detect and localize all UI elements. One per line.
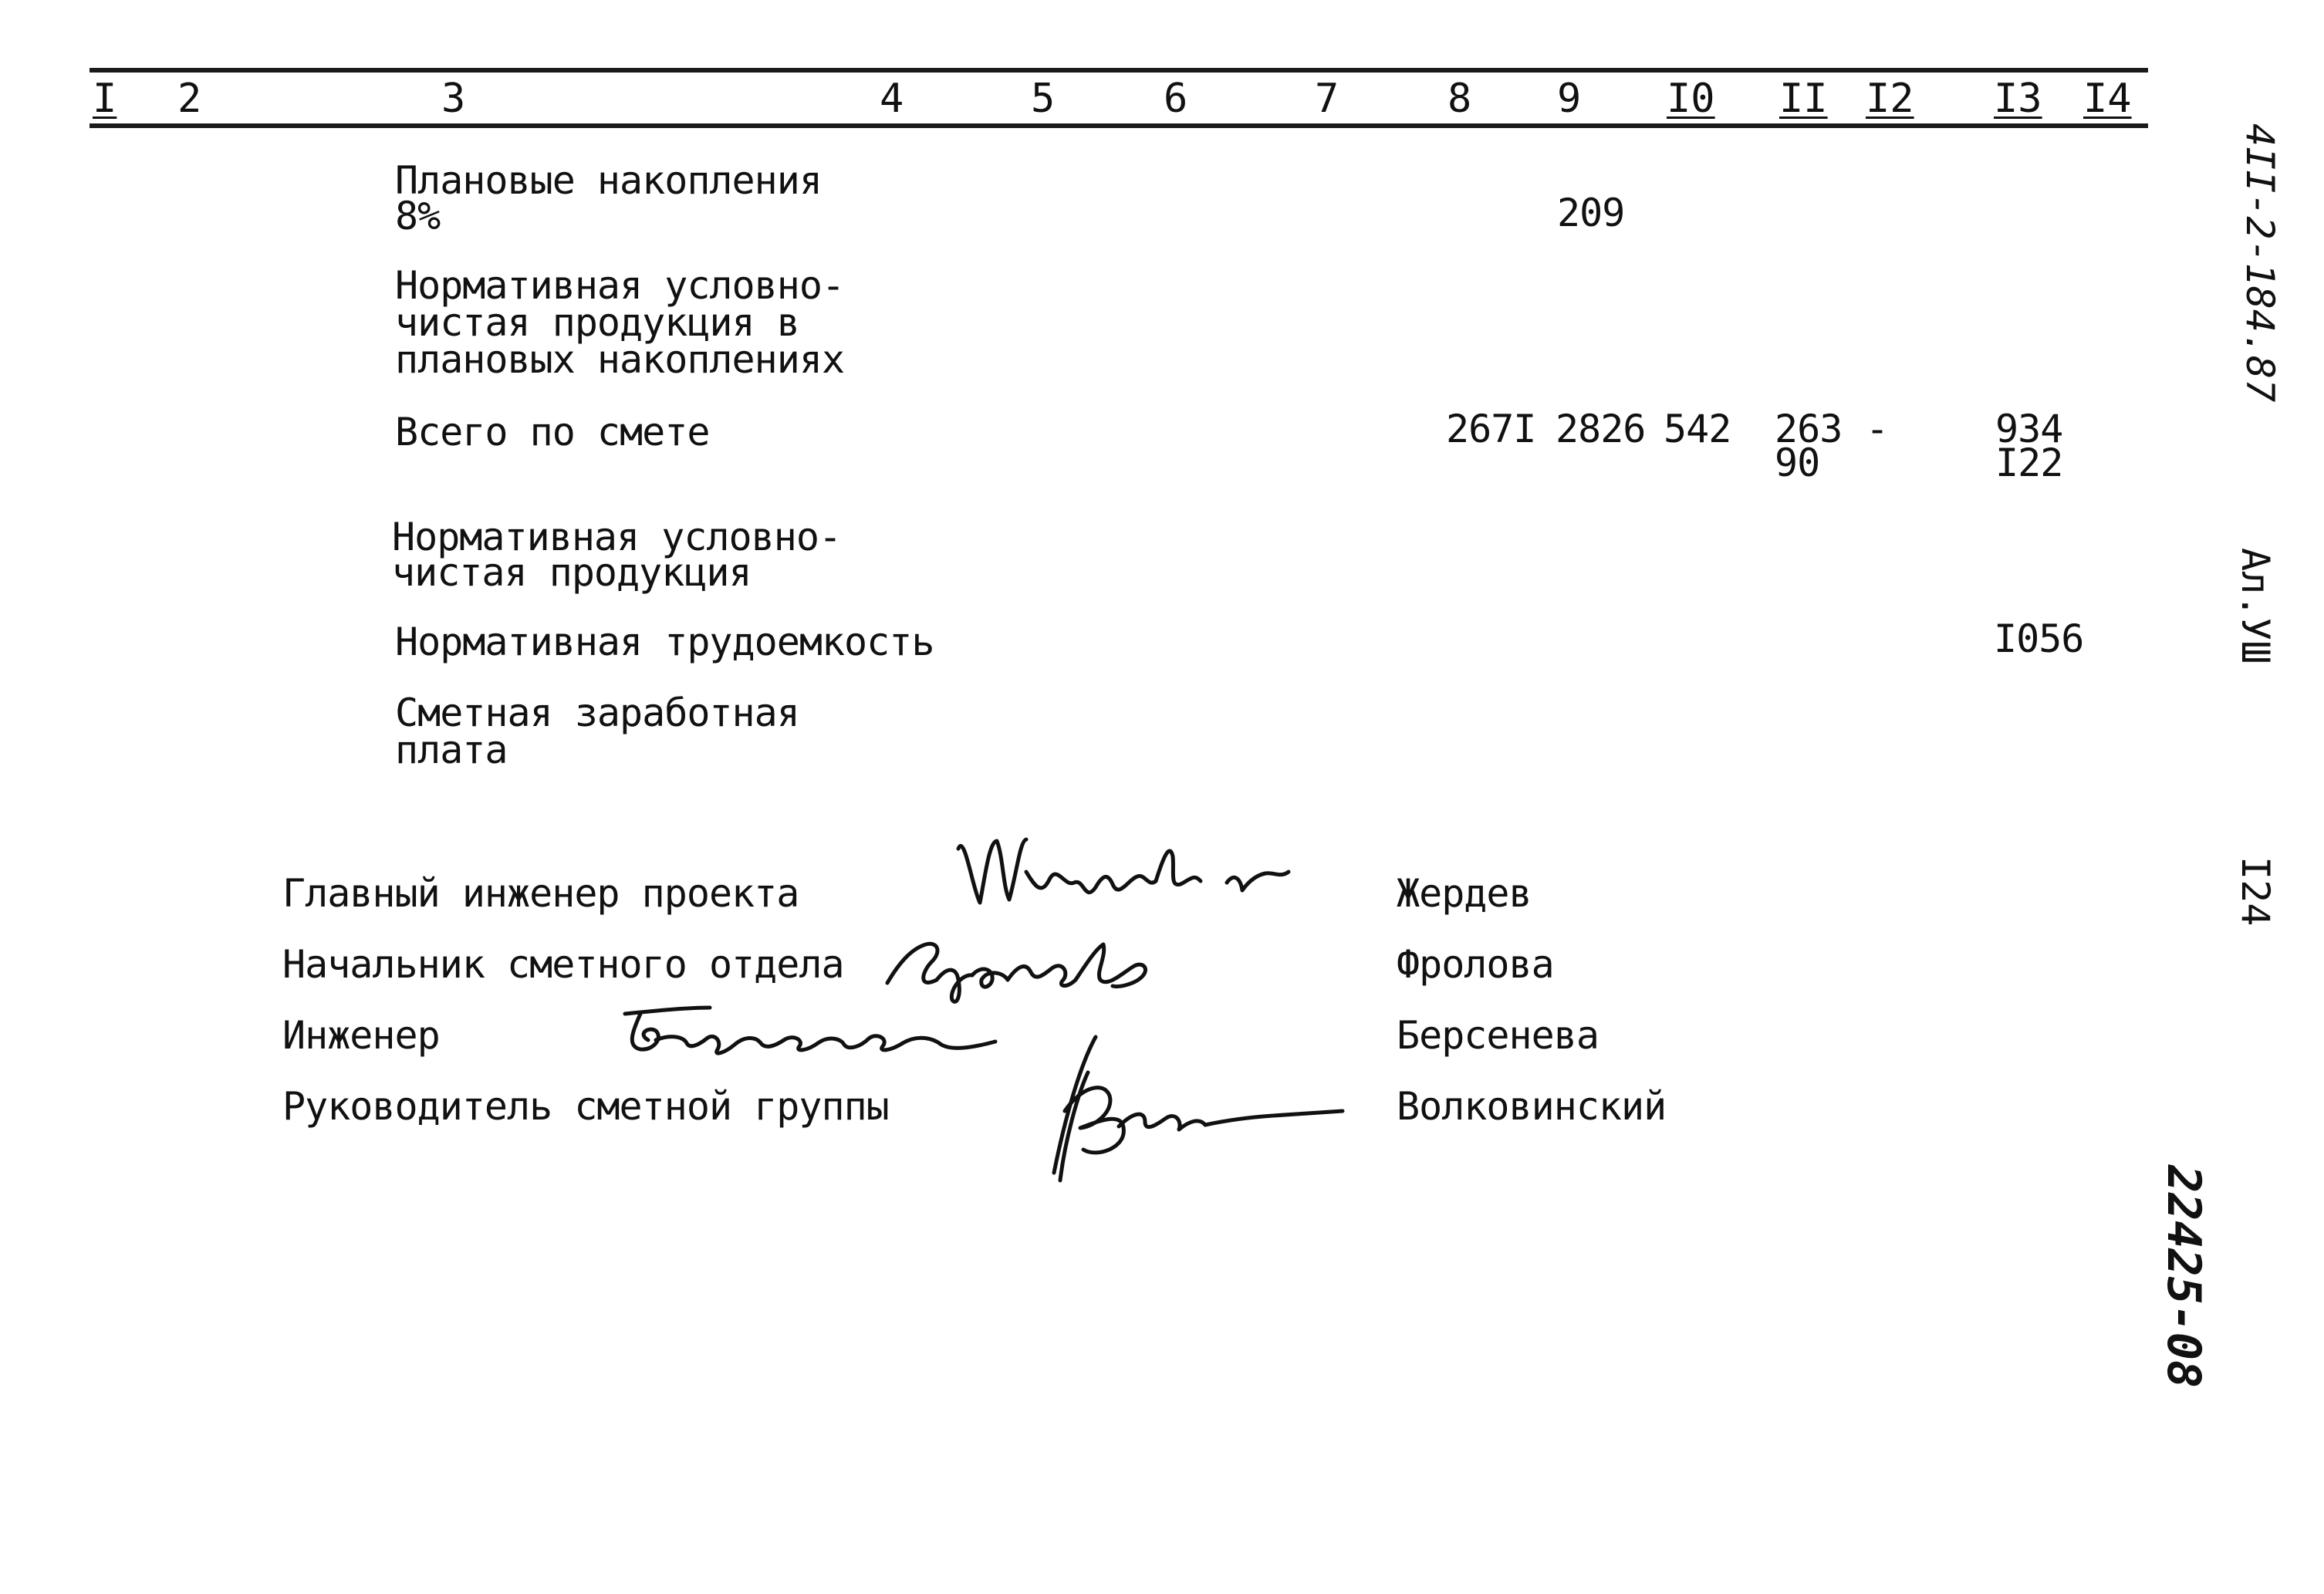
document-number: 4II-2-184.87 <box>2238 123 2282 403</box>
table-top-rule <box>90 68 2148 73</box>
row-label-line: Нормативная условно- <box>395 263 845 308</box>
signatory-position: Руководитель сметной группы <box>282 1084 889 1129</box>
inventory-number: 22425-08 <box>2157 1165 2211 1388</box>
row-label-line: чистая продукция <box>392 550 752 595</box>
cell-col13: I056 <box>1994 616 2084 661</box>
row-label-line: плановых накоплениях <box>395 337 845 382</box>
column-header-13: I3 <box>1994 76 2042 122</box>
cell-col13: I22 <box>1995 441 2063 485</box>
column-header-7: 7 <box>1315 76 1339 122</box>
column-header-14: I4 <box>2083 76 2132 122</box>
cell-col9: 209 <box>1557 191 1625 235</box>
column-header-6: 6 <box>1164 76 1188 122</box>
row-label-line: 8% <box>395 194 441 238</box>
row-label-line: плата <box>395 728 508 772</box>
column-header-10: I0 <box>1667 76 1715 122</box>
signature-engineer <box>610 995 1011 1065</box>
signatory-position: Главный инженер проекта <box>282 871 799 916</box>
cell-col11: 263 <box>1775 407 1843 451</box>
column-header-2: 2 <box>177 76 202 122</box>
cell-col11: 90 <box>1775 441 1820 485</box>
column-header-4: 4 <box>880 76 904 122</box>
signatory-position: Начальник сметного отдела <box>282 942 844 987</box>
column-header-8: 8 <box>1447 76 1472 122</box>
signatory-name: Фролова <box>1397 942 1554 987</box>
signature-chief-engineer <box>949 826 1312 926</box>
cell-col12: - <box>1866 407 1889 451</box>
row-label-line: Сметная заработная <box>395 691 799 735</box>
row-label-line: Всего по смете <box>395 410 710 454</box>
row-label-line: Плановые накопления <box>395 158 822 203</box>
cell-col10: 542 <box>1664 407 1731 451</box>
signatory-name: Берсенева <box>1397 1013 1599 1058</box>
row-label-line: Нормативная условно- <box>392 515 842 559</box>
row-label-line: чистая продукция в <box>395 300 799 345</box>
cell-col13: 934 <box>1995 407 2063 451</box>
signatory-name: Жердев <box>1397 871 1532 916</box>
signatory-position: Инженер <box>282 1013 440 1058</box>
table-header-bottom-rule <box>90 123 2148 128</box>
column-header-1: I <box>93 76 117 122</box>
signature-group-head <box>1003 1026 1358 1188</box>
column-header-5: 5 <box>1031 76 1056 122</box>
column-header-3: 3 <box>441 76 466 122</box>
column-header-12: I2 <box>1866 76 1914 122</box>
album-label: Ал.УШ <box>2233 548 2278 664</box>
column-header-11: II <box>1779 76 1828 122</box>
signatory-name: Волковинский <box>1397 1084 1667 1129</box>
column-header-9: 9 <box>1557 76 1582 122</box>
cell-col8: 267I <box>1446 407 1536 451</box>
row-label-line: Нормативная трудоемкость <box>395 620 934 664</box>
cell-col9: 2826 <box>1556 407 1646 451</box>
page-number: I24 <box>2233 856 2278 927</box>
